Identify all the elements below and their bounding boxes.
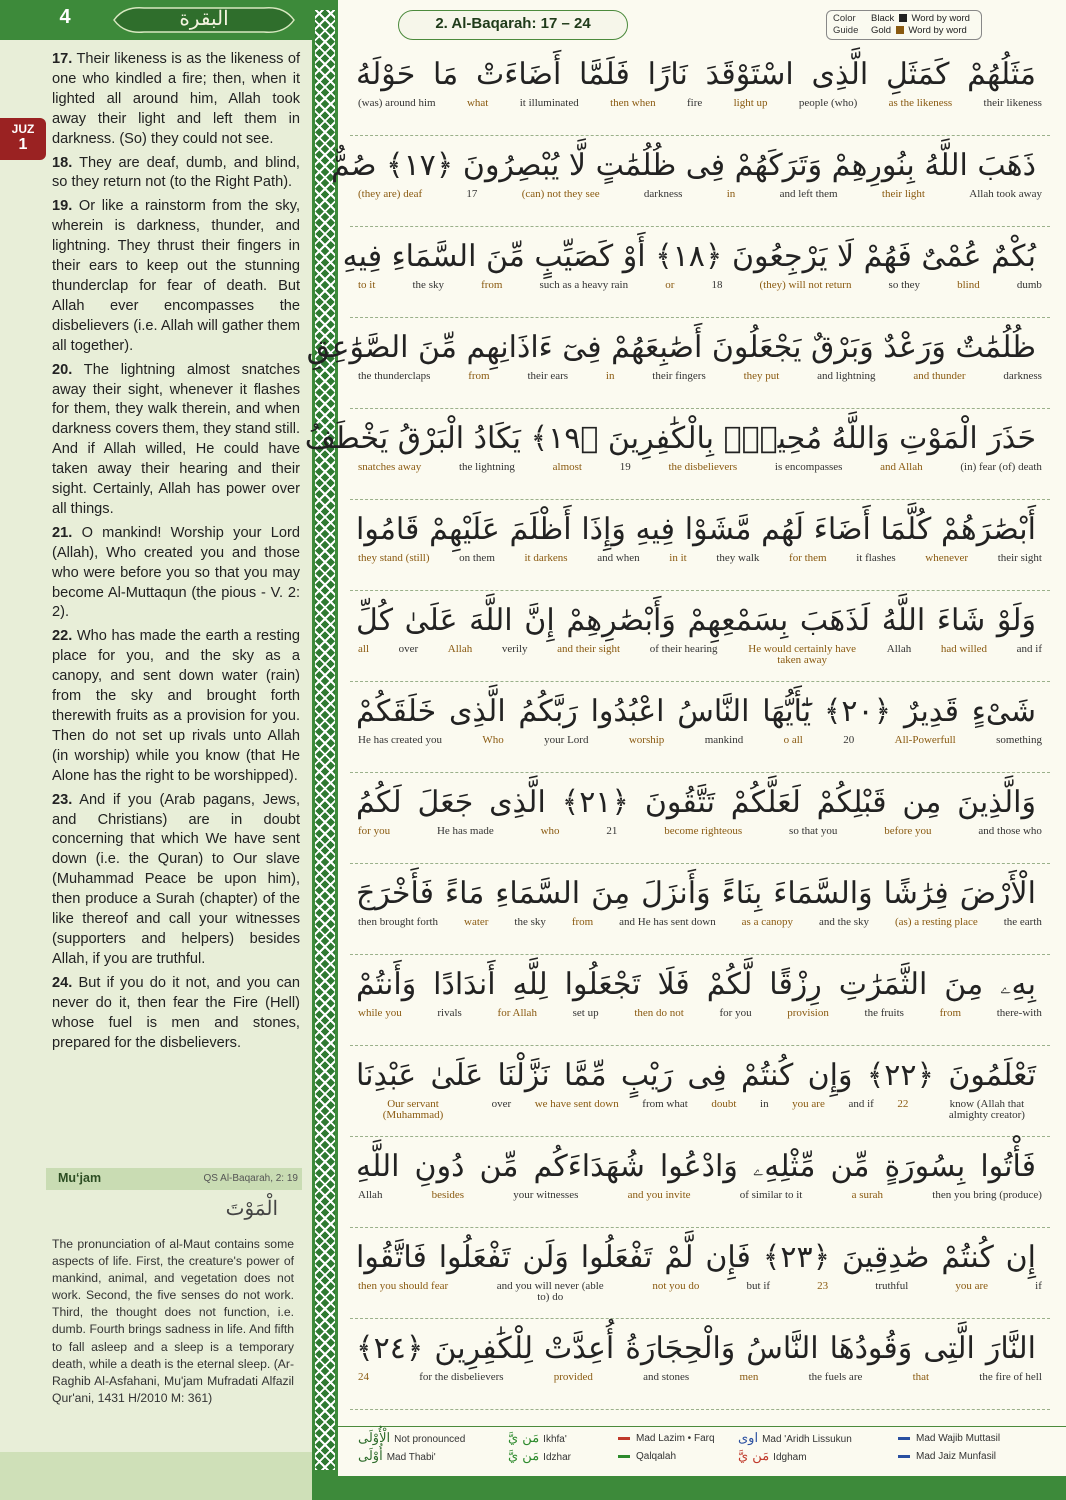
word-translation: the sky (514, 916, 546, 928)
color-guide (826, 10, 982, 40)
guide-gold: Gold Word by word (871, 25, 967, 36)
word-translation: for you (358, 825, 391, 837)
word-translation: from (468, 370, 490, 382)
mad-lazim-mark-icon (618, 1437, 630, 1440)
word-translation: to it (358, 279, 376, 291)
word-translation: provision (787, 1007, 829, 1019)
word-translation: their ears (527, 370, 569, 382)
mujam-box (46, 1168, 302, 1448)
word-translation: they walk (716, 552, 760, 564)
word-translation: their fingers (652, 370, 706, 382)
mujam-text: The pronunciation of al-Maut contains some aspects of life. First, the creature's power of mankind, animal, and vegetation does not work. Second, the five senses do not work. Third, the thought does not function, i.e. dumb. Fourth brings sadness in life. And fifth to fall asleep and a sleep is a temporary death, while a death is the eternal sleep. (Ar-Raghib Al-Asfahani, Mu'jam Mufradati Alfazil Qur'ani, 1431 H/2010 M: 361) (52, 1237, 294, 1405)
word-by-word-row (350, 189, 1050, 225)
black-swatch-icon (899, 14, 907, 22)
word-translation: their light (881, 188, 925, 200)
ayah-line (350, 46, 1050, 136)
ayah-line (350, 501, 1050, 591)
word-translation: on them (459, 552, 495, 564)
translation-verse: 18. They are deaf, dumb, and blind, so they return not (to the Right Path). (52, 154, 300, 191)
word-by-word-row (350, 1372, 1050, 1408)
translation-column (0, 0, 312, 1500)
arabic-verse-text: بُكْمٌ عُمْىٌ فَهُمْ لَا يَرْجِعُونَ ﴿١٨﴾ أَوْ كَصَيِّبٍ مِّنَ السَّمَاءِ فِيهِ (342, 239, 1036, 274)
arabic-verse-text: الْأَرْضَ فِرَٰشًا وَالسَّمَاءَ بِنَاءً وَأَنزَلَ مِنَ السَّمَاءِ مَاءً فَأَخْرَجَ (356, 876, 1036, 911)
word-translation: of similar to it (739, 1189, 803, 1201)
ayah-line (331, 137, 1050, 227)
mad-jaiz-mark-icon (898, 1455, 910, 1458)
surah-name-arabic: البقرة (179, 6, 229, 30)
quran-page (304, 0, 1066, 1500)
page-header-bar (338, 6, 1058, 40)
ayah-line (306, 319, 1050, 409)
word-translation: you are (955, 1280, 989, 1292)
word-translation: o all (783, 734, 803, 746)
word-translation: they put (743, 370, 780, 382)
word-translation: and you will never (able to) do (496, 1280, 604, 1303)
arabic-verse-text: شَىْءٍ قَدِيرٌ ﴿٢٠﴾ يَٰٓأَيُّهَا النَّاسُ اعْبُدُوا رَبَّكُمُ الَّذِى خَلَقَكُمْ (356, 694, 1036, 729)
ayah-line (350, 774, 1050, 864)
word-translation: so they (888, 279, 921, 291)
word-translation: then brought forth (358, 916, 439, 928)
word-translation: their likeness (983, 97, 1042, 109)
legend-item: مَن يَّ Ikhfa' (508, 1431, 567, 1446)
arabic-verse-text: بِهِۦ مِنَ الثَّمَرَٰتِ رِزْقًا لَّكُمْ فَلَا تَجْعَلُوا لِلَّهِ أَندَادًا وَأَنتُمْ (356, 967, 1036, 1002)
ornament-pattern-icon (315, 10, 335, 1470)
word-translation: and the sky (818, 916, 870, 928)
ayah-line (350, 1320, 1050, 1410)
surah-reference: 2. Al-Baqarah: 17 – 24 (398, 10, 628, 40)
word-translation: and Allah (880, 461, 923, 473)
word-translation: 21 (606, 825, 618, 837)
word-translation: in it (669, 552, 687, 564)
juz-label: JUZ (11, 122, 35, 136)
word-by-word-row (350, 553, 1050, 589)
word-translation: before you (884, 825, 932, 837)
word-translation: 20 (843, 734, 855, 746)
translation-verse: 22. Who has made the earth a resting place for you, and the sky as a canopy, and sent down water (rain) from the sky and brought forth therewith fruits as a provision for you. Then do not set up rivals unto Allah (in worship) while you know (that He Alone has the right to be worshipped). (52, 628, 301, 784)
word-translation: mankind (704, 734, 744, 746)
word-translation: He would certainly have taken away (748, 643, 857, 666)
word-translation: All-Powerfull (894, 734, 956, 746)
word-translation: we have sent down (534, 1098, 619, 1110)
word-translation: Allah (886, 643, 912, 655)
bottom-band (0, 1452, 312, 1500)
word-translation: darkness (643, 188, 683, 200)
word-translation: not you do (652, 1280, 700, 1292)
word-translation: and He has sent down (619, 916, 716, 928)
word-translation: the thunderclaps (358, 370, 431, 382)
word-translation: it flashes (856, 552, 896, 564)
word-translation: such as a heavy rain (539, 279, 629, 291)
qalqalah-mark-icon (618, 1455, 630, 1458)
translation-verse: 24. But if you do it not, and you can never do it, then fear the Fire (Hell) whose fuel is men and stones, prepared for the disbelievers. (52, 974, 300, 1051)
word-translation: 19 (619, 461, 631, 473)
ayah-line (350, 592, 1050, 682)
word-translation: He has made (436, 825, 494, 837)
word-translation: while you (358, 1007, 402, 1019)
mujam-header (46, 1168, 302, 1190)
word-by-word-row (350, 462, 1050, 498)
word-translation: the fuels are (808, 1371, 863, 1383)
word-translation: Allah took away (969, 188, 1042, 200)
word-translation: but if (746, 1280, 771, 1292)
color-guide-label: Color Guide (833, 13, 859, 36)
word-translation: truthful (875, 1280, 909, 1292)
word-by-word-row (350, 98, 1050, 134)
word-translation: if (1035, 1280, 1042, 1292)
legend-item: مَن يَّ Idgham (738, 1449, 807, 1464)
word-by-word-row (350, 1008, 1050, 1044)
word-translation: the earth (1003, 916, 1042, 928)
word-translation: and if (848, 1098, 874, 1110)
word-translation: there-with (996, 1007, 1042, 1019)
word-translation: the lightning (458, 461, 515, 473)
word-translation: whenever (925, 552, 969, 564)
word-translation: what (466, 97, 489, 109)
word-translation: then you should fear (358, 1280, 449, 1292)
word-translation: (in) fear (of) death (960, 461, 1042, 473)
word-translation: for Allah (497, 1007, 537, 1019)
word-translation: dumb (1016, 279, 1042, 291)
arabic-verse-text: حَذَرَ الْمَوْتِ وَاللَّهُ مُحِيطٌۢ بِالْكَٰفِرِينَ ﴿١٩﴾ يَكَادُ الْبَرْقُ يَخْطَفُ (304, 421, 1036, 456)
word-translation: your Lord (544, 734, 589, 746)
word-translation: your witnesses (513, 1189, 579, 1201)
word-translation: 22 (897, 1098, 909, 1110)
mad-wajib-mark-icon (898, 1437, 910, 1440)
word-translation: in (605, 370, 615, 382)
arabic-verse-text: إِن كُنتُمْ صَٰدِقِينَ ﴿٢٣﴾ فَإِن لَّمْ تَفْعَلُوا وَلَن تَفْعَلُوا فَاتَّقُوا (356, 1240, 1037, 1275)
word-by-word-row (350, 826, 1050, 862)
word-translation: rivals (437, 1007, 462, 1019)
legend-item: اوى Mad 'Aridh Lissukun (738, 1431, 852, 1446)
word-translation: verily (501, 643, 528, 655)
arabic-verse-text: مَثَلُهُمْ كَمَثَلِ الَّذِى اسْتَوْقَدَ نَارًا فَلَمَّا أَضَاءَتْ مَا حَوْلَهُ (356, 57, 1036, 92)
word-translation: snatches away (358, 461, 422, 473)
word-translation: He has created you (358, 734, 442, 746)
word-translation: 18 (711, 279, 723, 291)
word-translation: the fire of hell (979, 1371, 1042, 1383)
arabic-verse-text: أَبْصَٰرَهُمْ كُلَّمَا أَضَاءَ لَهُم مَّشَوْا فِيهِ وَإِذَا أَظْلَمَ عَلَيْهِمْ قَامُوا (356, 512, 1036, 547)
word-translation: water (464, 916, 489, 928)
word-translation: Allah (358, 1189, 383, 1201)
word-translation: light up (733, 97, 768, 109)
word-translation: in (760, 1098, 769, 1110)
word-translation: is encompasses (774, 461, 843, 473)
word-translation: for the disbelievers (419, 1371, 504, 1383)
arabic-verse-text: ظُلُمَٰتٌ وَرَعْدٌ وَبَرْقٌ يَجْعَلُونَ أَصَٰبِعَهُمْ فِىٓ ءَاذَانِهِم مِّنَ الصَّوَٰعِقِ (306, 330, 1036, 365)
word-translation: the disbelievers (668, 461, 738, 473)
mujam-reference: QS Al-Baqarah, 2: 19 (203, 1173, 298, 1184)
legend-item: الْأُوْلَى Not pronounced (358, 1431, 466, 1446)
arabic-verse-text: تَعْلَمُونَ ﴿٢٢﴾ وَإِن كُنتُمْ فِى رَيْبٍ مِّمَّا نَزَّلْنَا عَلَىٰ عَبْدِنَا (356, 1058, 1036, 1093)
word-translation: who (540, 825, 560, 837)
word-translation: doubt (711, 1098, 737, 1110)
word-translation: it illuminated (519, 97, 579, 109)
word-by-word-row (350, 280, 1050, 316)
word-translation: in (726, 188, 736, 200)
word-translation: for you (719, 1007, 752, 1019)
legend-item: Mad Wajib Muttasil (898, 1433, 1000, 1444)
word-translation: (they) will not return (759, 279, 852, 291)
ayah-line (304, 410, 1050, 500)
word-translation: over (491, 1098, 512, 1110)
word-translation: then you bring (produce) (932, 1189, 1042, 1201)
word-translation: men (739, 1371, 759, 1383)
word-translation: Who (482, 734, 504, 746)
word-translation: they stand (still) (358, 552, 430, 564)
page-header (0, 0, 312, 40)
arabic-verse-text: النَّارَ الَّتِى وَقُودُهَا النَّاسُ وَالْحِجَارَةُ أُعِدَّتْ لِلْكَٰفِرِينَ ﴿٢٤﴾ (356, 1331, 1036, 1366)
word-by-word-row (350, 735, 1050, 771)
word-translation: so that you (789, 825, 838, 837)
arabic-verse-text: وَلَوْ شَاءَ اللَّهُ لَذَهَبَ بِسَمْعِهِمْ وَأَبْصَٰرِهِمْ إِنَّ اللَّهَ عَلَىٰ كُلِّ (356, 603, 1036, 638)
word-translation: (was) around him (358, 97, 436, 109)
word-translation: that (912, 1371, 930, 1383)
translation-verse: 23. And if you (Arab pagans, Jews, and Christians) are in doubt concerning that which We have sent down (i.e. the Quran) to Our slave (Muhammad Peace be upon him), then produce a Surah (chapter) of the like thereof and call your witnesses (supporters and helpers) besides Allah, if you are truthful. (52, 791, 300, 967)
ayah-line (350, 1138, 1050, 1228)
word-translation: as a canopy (741, 916, 793, 928)
legend-item: Mad Jaiz Munfasil (898, 1451, 996, 1462)
translation-text (52, 50, 300, 1057)
word-translation: (as) a resting place (895, 916, 978, 928)
word-translation: and lightning (817, 370, 876, 382)
word-translation: you are (792, 1098, 825, 1110)
word-translation: (can) not they see (521, 188, 600, 200)
arabic-verse-text: ذَهَبَ اللَّهُ بِنُورِهِمْ وَتَرَكَهُمْ فِى ظُلُمَٰتٍ لَّا يُبْصِرُونَ ﴿١٧﴾ صُمٌّ (331, 148, 1036, 183)
translation-verse: 20. The lightning almost snatches away their sight, whenever it flashes for them, they walk therein, and when darkness covers them, they stand still. And if Allah willed, He could have taken away their hearing and their sight. Certainly, Allah has power over all things. (52, 361, 300, 517)
word-translation: Allah (447, 643, 473, 655)
word-translation: all (358, 643, 369, 655)
word-translation: as the likeness (888, 97, 953, 109)
ayah-line (350, 1047, 1050, 1137)
juz-number: 1 (18, 136, 28, 153)
ayah-line (342, 228, 1050, 318)
word-translation: set up (572, 1007, 599, 1019)
word-translation: and you invite (627, 1189, 691, 1201)
word-translation: and their sight (557, 643, 621, 655)
word-translation: and stones (643, 1371, 690, 1383)
word-by-word-row (350, 1099, 1050, 1135)
word-translation: (they are) deaf (358, 188, 423, 200)
translation-verse: 19. Or like a rainstorm from the sky, wherein is darkness, thunder, and lightning. They thrust their fingers in their ears to keep out the stunning thunderclap for fear of death. But Allah ever encompasses the disbelievers (i.e. Allah will gather them all together). (52, 198, 300, 354)
gold-swatch-icon (896, 26, 904, 34)
word-translation: 17 (466, 188, 478, 200)
word-translation: something (996, 734, 1042, 746)
word-translation: had willed (940, 643, 988, 655)
ayah-line (350, 865, 1050, 955)
word-translation: it darkens (524, 552, 568, 564)
surah-banner (104, 4, 304, 36)
word-translation: and if (1016, 643, 1042, 655)
word-translation: and when (597, 552, 640, 564)
word-translation: know (Allah that almighty creator) (948, 1098, 1025, 1121)
word-translation: from (571, 916, 594, 928)
word-by-word-row (350, 371, 1050, 407)
translation-verse: 21. O mankind! Worship your Lord (Allah), Who created you and those who were before you so that you may become Al-Muttaqun (the pious - V. 2: 2). (52, 524, 300, 621)
word-translation: over (398, 643, 419, 655)
arabic-verse-text: فَأْتُوا بِسُورَةٍ مِّن مِّثْلِهِۦ وَادْعُوا شُهَدَاءَكُم مِّن دُونِ اللَّهِ (356, 1149, 1036, 1184)
word-translation: and left them (779, 188, 838, 200)
word-translation: blind (957, 279, 980, 291)
word-translation: a surah (851, 1189, 884, 1201)
word-translation: almost (552, 461, 582, 473)
legend-item: Mad Lazim • Farq (618, 1433, 715, 1444)
word-translation: darkness (1003, 370, 1042, 382)
word-translation: people (who) (798, 97, 858, 109)
word-by-word-row (350, 917, 1050, 953)
word-translation: and those who (978, 825, 1042, 837)
mujam-arabic-word: الْمَوْتَ (225, 1196, 278, 1220)
word-translation: 24 (358, 1371, 369, 1383)
word-translation: provided (553, 1371, 593, 1383)
word-translation: then when (610, 97, 656, 109)
word-translation: their sight (997, 552, 1042, 564)
ayah-line (350, 956, 1050, 1046)
ayah-line (350, 683, 1050, 773)
legend-item: Qalqalah (618, 1451, 676, 1462)
juz-tab (0, 118, 46, 160)
word-translation: besides (431, 1189, 465, 1201)
word-translation: for them (789, 552, 827, 564)
word-translation: the fruits (864, 1007, 904, 1019)
ayah-line (350, 1229, 1050, 1319)
bottom-band (338, 1476, 1066, 1500)
mujam-title: Mu‘jam (58, 1171, 102, 1185)
word-translation: from (481, 279, 503, 291)
word-translation: the sky (412, 279, 444, 291)
word-by-word-row (350, 644, 1050, 680)
tajweed-legend (338, 1426, 1066, 1474)
page-number: 4 (59, 6, 71, 28)
word-by-word-row (350, 1190, 1050, 1226)
word-translation: fire (686, 97, 703, 109)
word-translation: or (665, 279, 675, 291)
word-by-word-row (350, 1281, 1050, 1317)
word-translation: 23 (817, 1280, 829, 1292)
word-translation: then do not (634, 1007, 684, 1019)
word-translation: worship (628, 734, 665, 746)
word-translation: from what (642, 1098, 688, 1110)
arabic-verse-text: وَالَّذِينَ مِن قَبْلِكُمْ لَعَلَّكُمْ تَتَّقُونَ ﴿٢١﴾ الَّذِى جَعَلَ لَكُمُ (356, 785, 1036, 820)
translation-verse: 17. Their likeness is as the likeness of one who kindled a fire; then, when it lighted all around him, Allah took away their light and left them in darkness. (So) they could not see. (52, 51, 301, 147)
word-translation: Our servant (Muhammad) (382, 1098, 444, 1121)
word-translation: from (939, 1007, 962, 1019)
legend-item: مَن يَّ Idzhar (508, 1449, 571, 1464)
word-translation: of their hearing (649, 643, 718, 655)
legend-item: أُوْلَى Mad Thabi' (358, 1449, 436, 1464)
guide-black: Black Word by word (871, 13, 970, 24)
word-translation: become righteous (664, 825, 743, 837)
word-translation: and thunder (913, 370, 966, 382)
